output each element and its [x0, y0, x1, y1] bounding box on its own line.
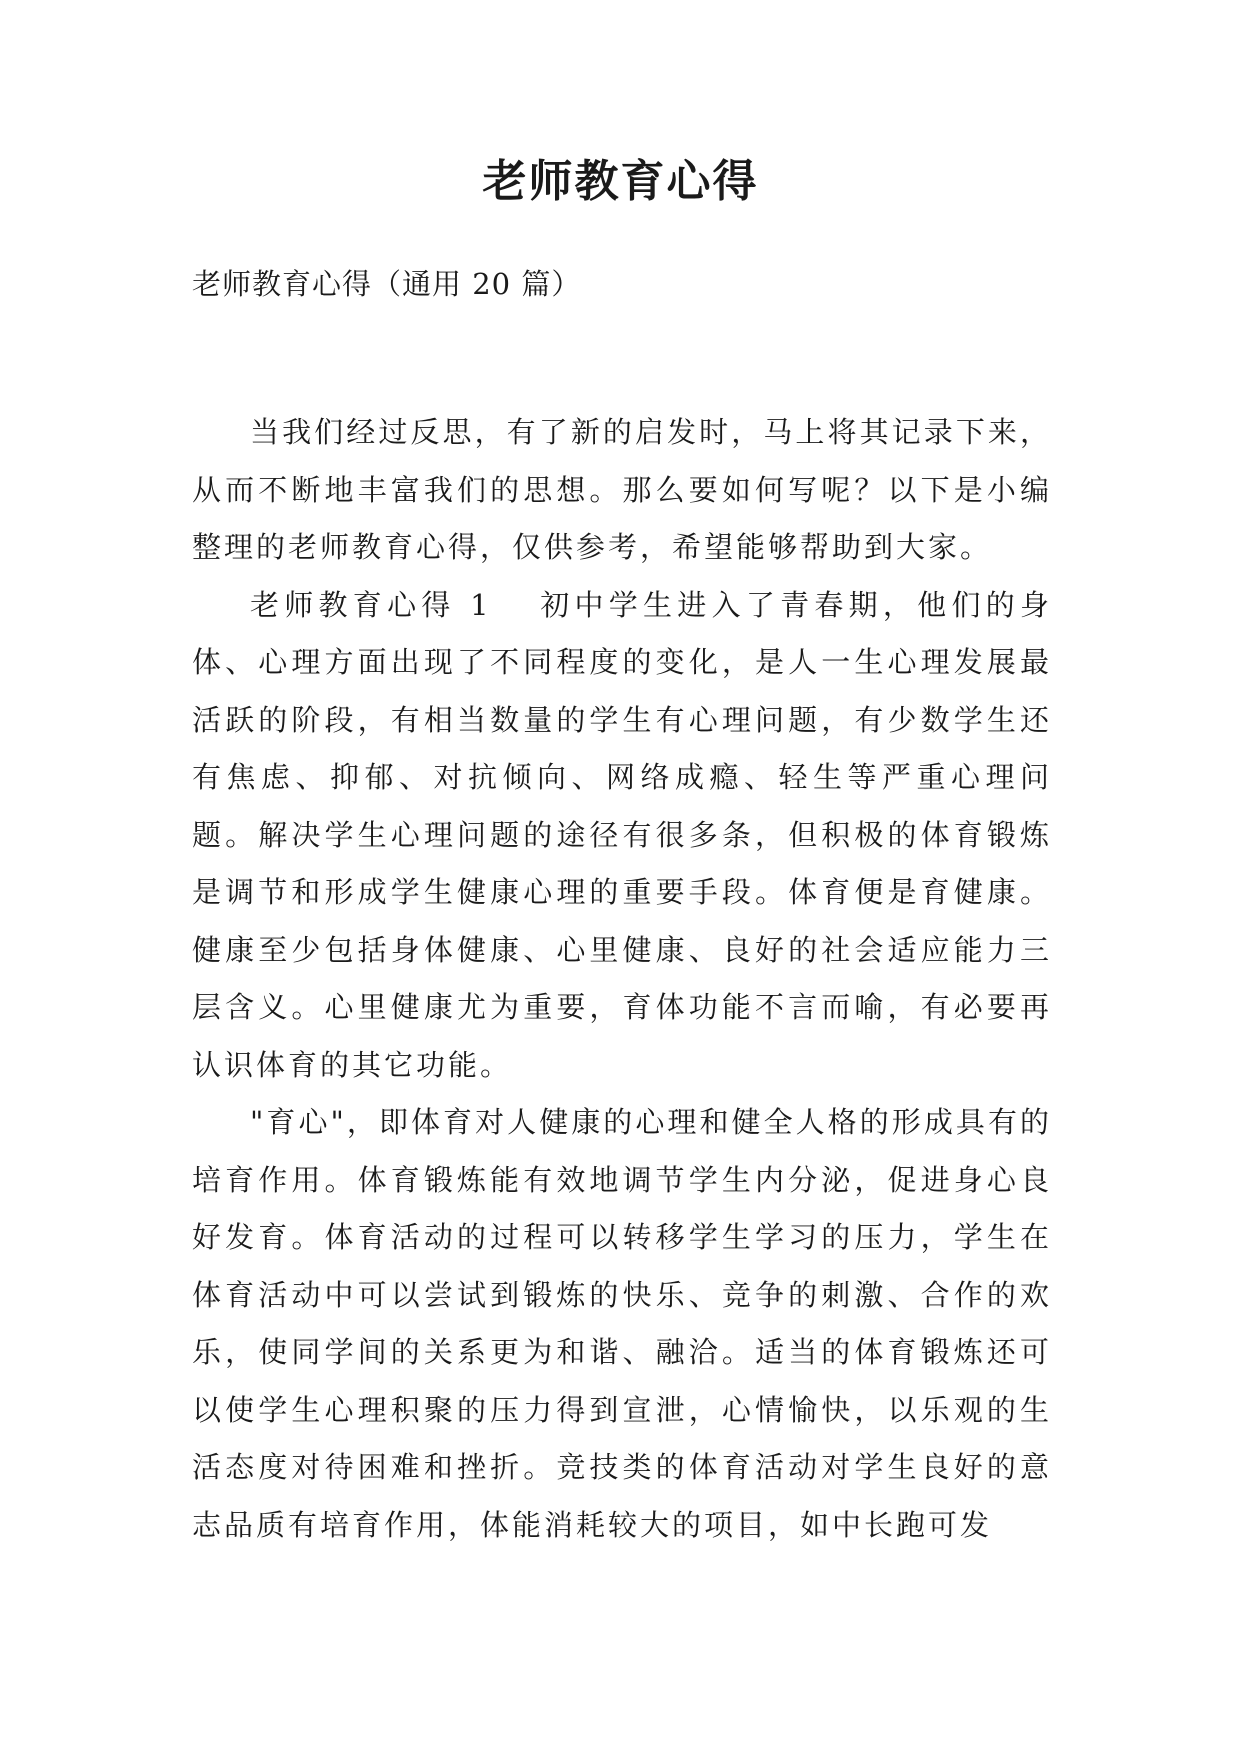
intro-paragraph: 当我们经过反思，有了新的启发时，马上将其记录下来，从而不断地丰富我们的思想。那么要如何写呢？以下是小编整理的老师教育心得，仅供参考，希望能够帮助到大家。 — [192, 415, 1052, 564]
section-1-paragraph-1-text: 初中学生进入了青春期，他们的身体、心理方面出现了不同程度的变化，是人一生心理发展最活跃的阶段，有相当数量的学生有心理问题，有少数学生还有焦虑、抑郁、对抗倾向、网络成瘾、轻生等严重心理问题。解决学生心理问题的途径有很多条，但积极的体育锻炼是调节和形成学生健康心理的重要手段。体育便是育健康。健康至少包括身体健康、心里健康、良好的社会适应能力三层含义。心里健康尤为重要，育体功能不言而喻，有必要再认识体育的其它功能。 — [192, 587, 1052, 1082]
document-subtitle: 老师教育心得（通用 20 篇） — [192, 267, 582, 301]
document-body — [192, 404, 1052, 1554]
section-1-paragraph-1 — [192, 577, 1052, 1095]
section-1-paragraph-2: "育心"，即体育对人健康的心理和健全人格的形成具有的培育作用。体育锻炼能有效地调节学生内分泌，促进身心良好发育。体育活动的过程可以转移学生学习的压力，学生在体育活动中可以尝试到锻炼的快乐、竞争的刺激、合作的欢乐，使同学间的关系更为和谐、融洽。适当的体育锻炼还可以使学生心理积聚的压力得到宣泄，心情愉快，以乐观的生活态度对待困难和挫折。竞技类的体育活动对学生良好的意志品质有培育作用，体能消耗较大的项目，如中长跑可发 — [192, 1105, 1052, 1542]
section-1-heading: 老师教育心得 1 — [250, 587, 492, 622]
document-title: 老师教育心得 — [482, 156, 759, 207]
